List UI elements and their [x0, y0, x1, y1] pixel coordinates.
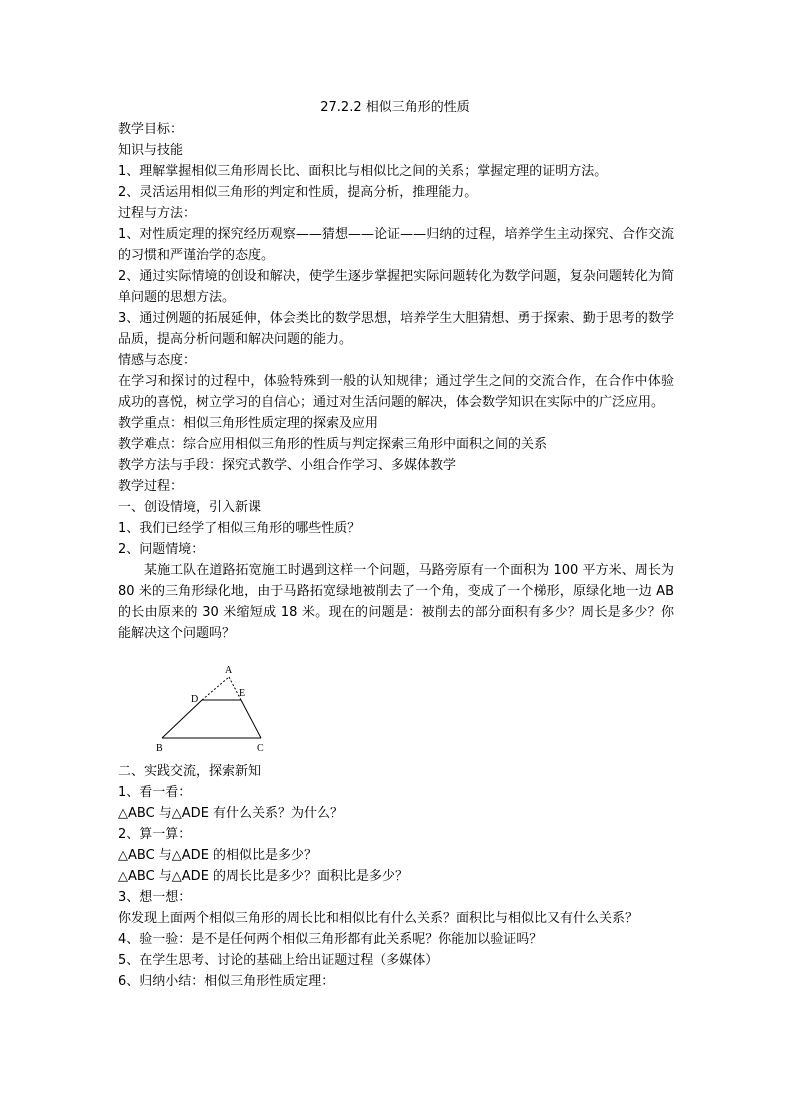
problem-text: 某施工队在道路拓宽施工时遇到这样一个问题，马路旁原有一个面积为 100 平方米、周长为 80 米的三角形绿化地，由于马路拓宽绿地被削去了一个角，变成了一个梯形，原绿化地一边 AB 的长由原来的 30 米缩短成 18 米。现在的问题是：被削去的部分面积有多少？周长是多少？你能解决这个问题吗？ [118, 563, 674, 641]
difficulty: 教学难点：综合应用相似三角形的性质与判定探索三角形中面积之间的关系 [118, 437, 548, 452]
section1-question1: 1、我们已经学了相似三角形的哪些性质？ [118, 521, 361, 536]
section2-heading: 二、实践交流，探索新知 [118, 764, 262, 779]
section2-look: 1、看一看： [118, 785, 192, 800]
segment-da-dashed [202, 677, 229, 700]
section2-proof: 5、在学生思考、讨论的基础上给出证题过程（多媒体） [118, 953, 439, 968]
label-d: D [191, 694, 199, 705]
key-point: 教学重点：相似三角形性质定理的探索及应用 [118, 416, 379, 431]
section2-summary: 6、归纳小结：相似三角形性质定理： [118, 974, 335, 989]
process-method-item: 2、通过实际情境的创设和解决，使学生逐步掌握把实际问题转化为数学问题，复杂问题转化为简单问题的思想方法。 [118, 269, 674, 305]
emotion-text: 在学习和探讨的过程中，体验特殊到一般的认知规律；通过学生之间的交流合作，在合作中体验成功的喜悦，树立学习的自信心；通过对生活问题的解决，体会数学知识在实际中的广泛应用。 [118, 374, 674, 410]
segment-bd [162, 700, 202, 738]
process-method-item: 1、对性质定理的探究经历观察——猜想——论证——归纳的过程，培养学生主动探究、合作交流的习惯和严谨治学的态度。 [118, 227, 674, 263]
section2-think: 3、想一想： [118, 890, 192, 905]
process-method-item: 3、通过例题的拓展延伸，体会类比的数学思想，培养学生大胆猜想、勇于探索、勤于思考的数学品质，提高分析问题和解决问题的能力。 [118, 311, 674, 347]
trapezoid-figure [118, 644, 674, 761]
section2-verify: 4、验一验：是不是任何两个相似三角形都有此关系呢？你能加以验证吗？ [118, 932, 543, 947]
knowledge-item: 1、理解掌握相似三角形周长比、面积比与相似比之间的关系；掌握定理的证明方法。 [118, 164, 608, 179]
emotion-heading: 情感与态度： [118, 353, 197, 368]
section1-question2: 2、问题情境： [118, 542, 205, 557]
teaching-process-heading: 教学过程： [118, 479, 184, 494]
section2-think-question: 你发现上面两个相似三角形的周长比和相似比有什么关系？面积比与相似比又有什么关系？ [118, 911, 639, 926]
label-b: B [156, 743, 163, 754]
section2-look-question: △ABC 与△ADE 有什么关系？为什么？ [118, 806, 344, 821]
label-e: E [239, 688, 246, 699]
section2-calc-question: △ABC 与△ADE 的相似比是多少？ [118, 848, 318, 863]
label-c: C [257, 743, 264, 754]
knowledge-heading: 知识与技能 [118, 143, 184, 158]
segment-ec [241, 700, 261, 738]
section2-calc-question: △ABC 与△ADE 的周长比是多少？面积比是多少？ [118, 869, 409, 884]
knowledge-item: 2、灵活运用相似三角形的判定和性质，提高分析，推理能力。 [118, 185, 478, 200]
label-a: A [225, 665, 233, 676]
objectives-heading: 教学目标： [118, 122, 184, 137]
teaching-methods: 教学方法与手段：探究式教学、小组合作学习、多媒体教学 [118, 458, 457, 473]
process-method-heading: 过程与方法： [118, 206, 197, 221]
document-title: 27.2.2 相似三角形的性质 [320, 100, 470, 115]
triangle-diagram [118, 644, 318, 761]
section2-calc: 2、算一算： [118, 827, 192, 842]
document-body [118, 119, 674, 992]
section1-heading: 一、创设情境，引入新课 [118, 500, 262, 515]
